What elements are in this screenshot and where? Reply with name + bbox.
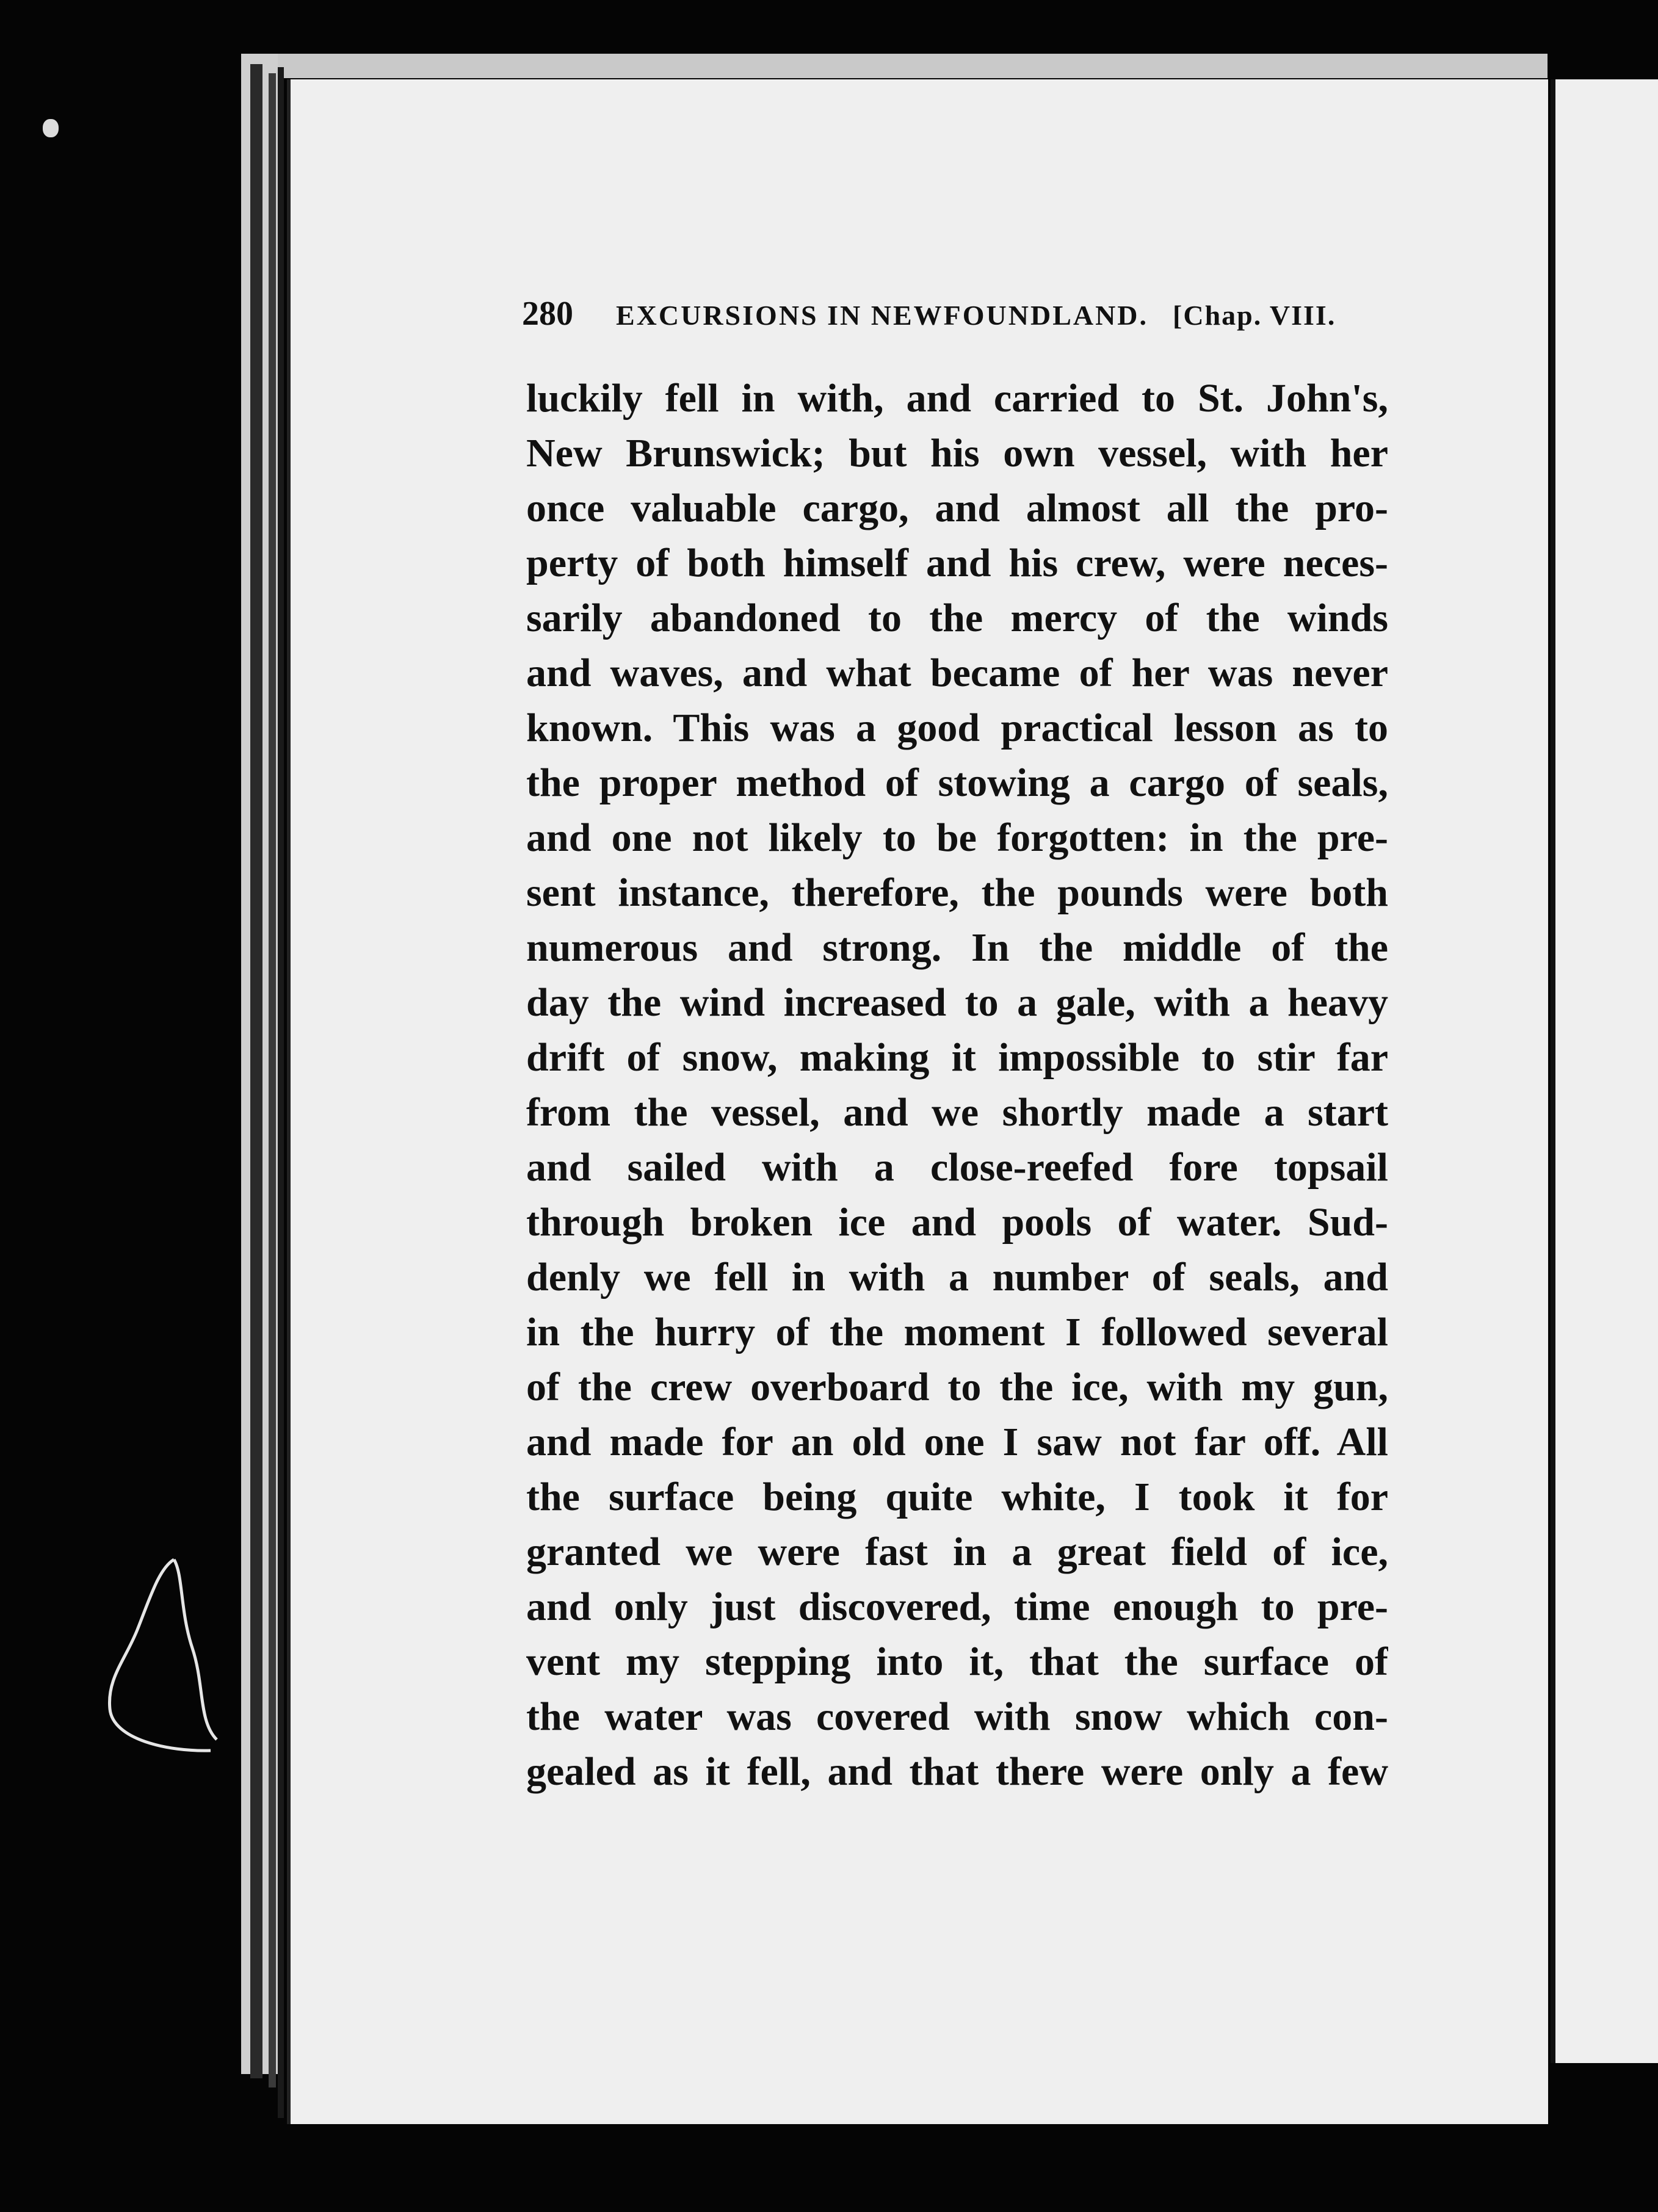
text-line: and made for an old one I saw not far off. All [526,1420,1388,1464]
text-line: luckily fell in with, and carried to St. John's, [526,376,1388,421]
text-line: drift of snow, making it impossible to stir far [526,1035,1388,1080]
text-line: and only just discovered, time enough to pre- [526,1585,1388,1629]
page-stack-edge [250,64,262,2078]
text-line: denly we fell in with a number of seals, and [526,1255,1388,1299]
text-line: gealed as it fell, and that there were only a few [526,1749,1388,1794]
text-line: and one not likely to be forgotten: in the pre- [526,815,1388,860]
text-line: perty of both himself and his crew, were neces- [526,541,1388,585]
text-line: granted we were fast in a great field of ice, [526,1530,1388,1574]
scan-thread-artifact [101,1556,223,1758]
text-line: day the wind increased to a gale, with a heavy [526,980,1388,1025]
text-line: known. This was a good practical lesson as to [526,706,1388,750]
text-line: through broken ice and pools of water. Sud- [526,1200,1388,1245]
text-line: and sailed with a close-reefed fore topsail [526,1145,1388,1190]
book-top-edge [241,54,1548,78]
page-number: 280 [522,295,573,333]
chapter-label: [Chap. VIII. [1173,300,1336,331]
text-line: numerous and strong. In the middle of the [526,925,1388,970]
running-header [522,294,1389,343]
text-line: vent my stepping into it, that the surface of [526,1639,1388,1684]
text-line: New Brunswick; but his own vessel, with her [526,431,1388,475]
text-line: the surface being quite white, I took it for [526,1475,1388,1519]
text-line: from the vessel, and we shortly made a start [526,1090,1388,1135]
page-stack-edge [269,73,276,2087]
text-line: sarily abandoned to the mercy of the winds [526,596,1388,640]
running-title: EXCURSIONS IN NEWFOUNDLAND. [616,300,1149,331]
text-line: once valuable cargo, and almost all the pro- [526,486,1388,530]
text-line: the proper method of stowing a cargo of seals, [526,761,1388,805]
text-line: of the crew overboard to the ice, with my gun, [526,1365,1388,1409]
page-stack-edge [278,67,284,2118]
text-line: the water was covered with snow which con- [526,1694,1388,1739]
scan-speck [43,119,59,137]
facing-page-edge [1551,79,1658,2063]
text-line: sent instance, therefore, the pounds were both [526,870,1388,915]
text-line: in the hurry of the moment I followed several [526,1310,1388,1354]
body-text [526,371,1388,1799]
text-line: and waves, and what became of her was never [526,651,1388,695]
